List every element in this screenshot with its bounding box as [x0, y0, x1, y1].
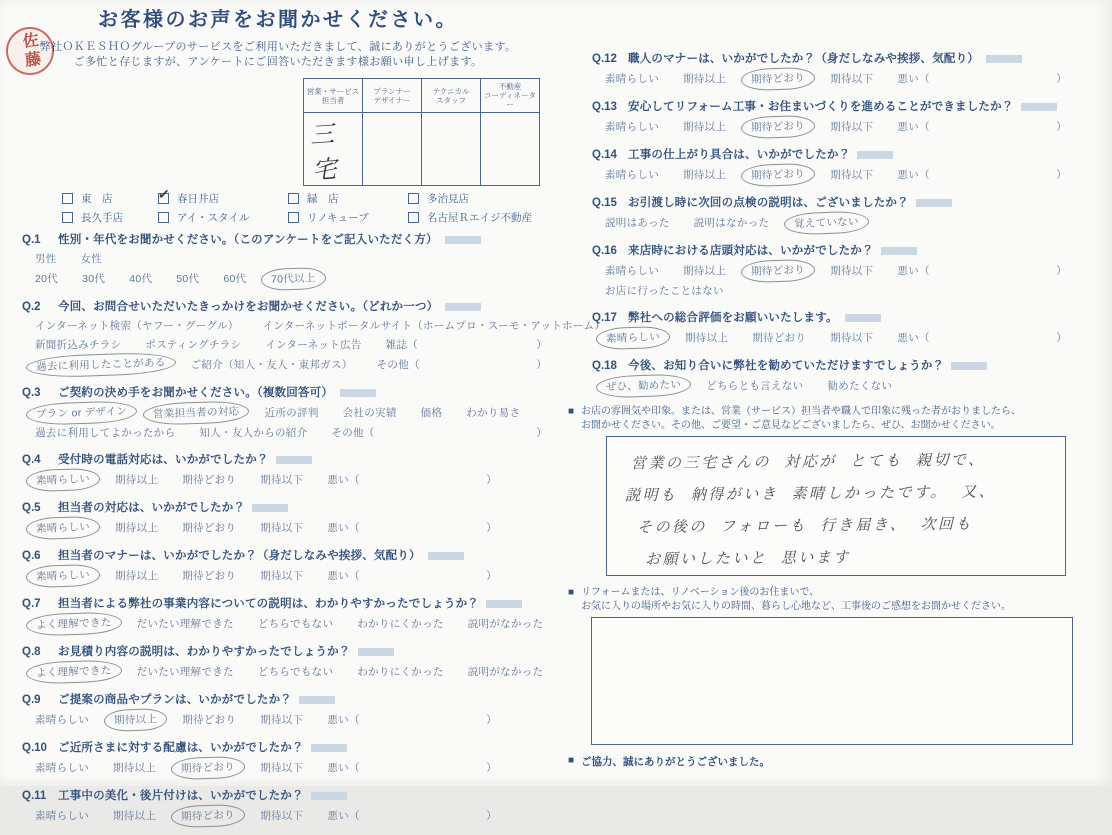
question-heading [22, 739, 556, 756]
answer-option-circled: 素晴らしい [596, 326, 671, 351]
answer-option: 悪い（ [897, 332, 930, 344]
store-checkbox-item [408, 191, 556, 206]
answer-option: 期待以下 [260, 522, 304, 534]
question-heading [592, 98, 1112, 115]
question-block [0, 547, 556, 585]
close-paren: ） [486, 474, 497, 486]
store-label: 東 店 [81, 193, 113, 205]
question-number: Q.4 [22, 454, 41, 466]
question-title: 職人のマナーは、いかがでしたか？（身だしなみや挨拶、気配り） [628, 53, 1022, 65]
store-label: 名古屋Ｒエイジ不動産 [427, 212, 532, 224]
question-number: Q.1 [22, 234, 41, 246]
store-label: リノキューブ [307, 212, 369, 224]
square-bullet-icon: ■ [568, 406, 575, 417]
checkbox-icon [288, 212, 299, 223]
staff-table-value-row [304, 113, 540, 186]
comment-prompt-2 [566, 586, 1112, 613]
question-heading [22, 691, 556, 708]
question-answer-rows [592, 214, 1112, 232]
answer-row [22, 519, 497, 537]
question-block [0, 787, 556, 825]
answer-option: 悪い（ [897, 169, 930, 181]
staff-column-header: テクニカル スタッフ [422, 79, 481, 113]
question-block [0, 595, 556, 633]
answer-option: どちらでもない [257, 618, 334, 630]
answer-option: わかり易さ [466, 407, 521, 419]
close-paren: ） [1056, 121, 1067, 133]
close-paren: ） [486, 714, 497, 726]
answer-option-circled: 期待どおり [741, 259, 816, 284]
answer-option: 期待どおり [182, 714, 237, 726]
question-title: 安心してリフォーム工事・お住まいづくりを進めることができましたか？ [628, 101, 1057, 113]
question-title: 今回、お問合せいただいたきっかけをお聞かせください。（どれか一つ） [58, 301, 481, 313]
question-number: Q.17 [592, 312, 617, 324]
footer-thanks [566, 754, 1112, 769]
checkbox-icon [62, 212, 73, 223]
question-number: Q.16 [592, 245, 617, 257]
question-answer-rows [22, 519, 556, 537]
answer-option: 期待以下 [260, 762, 304, 774]
answer-row [22, 318, 606, 334]
answer-option-circled: 期待どおり [741, 67, 816, 92]
answer-option: 雑誌（ [385, 339, 419, 351]
question-heading [22, 547, 556, 564]
question-block [566, 309, 1112, 347]
answer-option-circled: よく理解できた [26, 659, 122, 684]
question-answer-rows [22, 711, 556, 729]
close-paren: ） [1056, 265, 1067, 277]
staff-column-header: プランナー デザイナー [363, 79, 422, 113]
answer-row [22, 404, 556, 422]
answer-option-circled: 営業担当者の対応 [143, 400, 250, 426]
question-title: お引渡し時に次回の点検の説明は、ございましたか？ [628, 197, 952, 209]
question-heading [22, 595, 556, 612]
handwritten-comment-line: 説明も 納得がいき 素晴しかったです。 又、 [624, 482, 997, 505]
square-bullet-icon: ■ [568, 587, 575, 598]
answer-option: 説明がなかった [467, 618, 544, 630]
question-title: お見積り内容の説明は、わかりやすかったでしょうか？ [58, 646, 394, 658]
answer-option: わかりにくかった [357, 618, 444, 630]
checkbox-checked-icon [158, 193, 169, 204]
question-number: Q.10 [22, 742, 47, 754]
question-heading [22, 643, 556, 660]
answer-option: 価格 [420, 407, 443, 419]
answer-row [22, 356, 547, 374]
handwritten-comment-line: その後の フォローも 行き届き、 次回も [636, 514, 974, 537]
answer-option: 過去に利用してよかったから [35, 427, 176, 439]
checkbox-icon [158, 212, 169, 223]
answer-option-circled: よく理解できた [26, 611, 122, 636]
answer-option: 期待どおり [182, 522, 237, 534]
staff-column-header: 営業・サービス 担当者 [304, 79, 363, 113]
question-answer-rows [22, 567, 556, 585]
question-number: Q.5 [22, 502, 41, 514]
answer-option: どちらでもない [257, 666, 334, 678]
comment-prompt-1-text: お店の雰囲気や印象。または、営業（サービス）担当者や職人で印象に残った者がおりましたら、 お聞かせください。その他、ご要望・ご意見などございましたら、ぜひ、お聞かせください。 [581, 406, 1022, 431]
question-answer-rows [22, 807, 556, 825]
handwritten-staff-name: 三宅 [309, 119, 340, 185]
answer-option-circled: 70代以上 [261, 267, 326, 291]
answer-option: インターネットポータルサイト（ホームプロ・スーモ・アットホーム） [262, 320, 606, 332]
store-checkbox-item [408, 210, 556, 225]
question-title: 来店時における店頭対応は、いかがでしたか？ [628, 245, 917, 257]
question-heading [22, 451, 556, 468]
answer-option: 期待以下 [260, 714, 304, 726]
answer-option: 素晴らしい [35, 810, 89, 822]
answer-option: 会社の実績 [342, 407, 397, 419]
answer-option: インターネット広告 [265, 339, 362, 351]
comment-box-impression [606, 436, 1066, 576]
answer-option-circled: 期待どおり [741, 115, 816, 140]
answer-row [592, 283, 1112, 299]
staff-value-cell [304, 113, 363, 186]
question-title: 担当者による弊社の事業内容についての説明は、わかりやすかったでしょうか？ [58, 598, 522, 610]
answer-option: 期待以上 [115, 522, 159, 534]
square-bullet-icon: ■ [568, 755, 575, 766]
question-title: ご近所さまに対する配慮は、いかがでしたか？ [58, 742, 347, 754]
answer-option: 説明がなかった [467, 666, 544, 678]
question-heading [592, 194, 1112, 211]
close-paren: ） [486, 762, 497, 774]
question-answer-rows [22, 471, 556, 489]
question-block [0, 691, 556, 729]
question-block [566, 194, 1112, 232]
answer-option: 期待どおり [182, 570, 237, 582]
answer-row [22, 251, 556, 267]
question-block [0, 451, 556, 489]
question-number: Q.14 [592, 149, 617, 161]
answer-option: 悪い（ [327, 522, 360, 534]
questions-right [566, 50, 1112, 395]
question-number: Q.13 [592, 101, 617, 113]
question-heading [22, 298, 556, 315]
answer-option: 期待以下 [830, 265, 874, 277]
answer-option: 期待以下 [260, 810, 304, 822]
checkbox-icon [408, 193, 419, 204]
store-label: 多治見店 [427, 193, 469, 205]
answer-option: 女性 [80, 253, 103, 265]
answer-option: 素晴らしい [605, 169, 659, 181]
staff-value-cell [363, 113, 422, 186]
answer-option-circled: 期待以上 [104, 708, 168, 732]
answer-option-circled: 素晴らしい [26, 516, 101, 541]
question-title: 弊社への総合評価をお願いいたします。 [628, 312, 881, 324]
question-number: Q.7 [22, 598, 41, 610]
answer-option: 説明はなかった [693, 217, 770, 229]
answer-option: 説明はあった [605, 217, 670, 229]
answer-option: 新聞折込みチラシ [35, 339, 122, 351]
store-checkbox-item [288, 191, 408, 206]
answer-option: 期待以下 [260, 474, 304, 486]
answer-option: 素晴らしい [35, 762, 89, 774]
question-title: 今後、お知り合いに弊社を勧めていただけますでしょうか？ [628, 360, 987, 372]
store-checkbox-item [158, 191, 288, 206]
question-answer-rows [22, 251, 556, 288]
answer-option-circled: 覚えていない [784, 211, 870, 236]
answer-row [592, 70, 1067, 88]
checkbox-icon [408, 212, 419, 223]
answer-row [22, 711, 497, 729]
answer-option-circled: プラン or デザイン [26, 400, 138, 426]
question-answer-rows [22, 759, 556, 777]
answer-option: 60代 [223, 273, 247, 285]
store-checkboxes [62, 191, 556, 225]
question-number: Q.9 [22, 694, 41, 706]
question-heading [22, 787, 556, 804]
question-number: Q.18 [592, 360, 617, 372]
close-paren: ） [486, 810, 497, 822]
answer-option: どちらとも言えない [706, 380, 804, 392]
close-paren: ） [486, 570, 497, 582]
answer-option-circled: 素晴らしい [26, 564, 101, 589]
question-number: Q.3 [22, 387, 41, 399]
answer-row [22, 425, 547, 441]
answer-option-circled: 期待どおり [741, 163, 816, 188]
question-heading [592, 357, 1112, 374]
answer-row [22, 471, 497, 489]
answer-option-circled: 素晴らしい [26, 468, 101, 493]
close-paren: ） [536, 359, 547, 371]
answer-row [22, 270, 556, 288]
question-number: Q.6 [22, 550, 41, 562]
answer-option: その他（ [376, 359, 420, 371]
close-paren: ） [536, 339, 547, 351]
answer-row [592, 118, 1067, 136]
question-title: ご提案の商品やプランは、いかがでしたか？ [58, 694, 335, 706]
question-answer-rows [592, 329, 1112, 347]
answer-option: 40代 [129, 273, 153, 285]
comment-prompt-2-text: リフォームまたは、リノベーション後のお住まいで、 お気に入りの場所やお気に入りの時間、暮らし心地など、工事後のご感想をお聞かせください。 [581, 587, 1012, 612]
comment-section-shop-impression [566, 405, 1112, 576]
answer-option: 素晴らしい [35, 714, 89, 726]
answer-option: お店に行ったことはない [605, 285, 724, 297]
answer-option: 素晴らしい [605, 121, 659, 133]
answer-option: 知人・友人からの紹介 [199, 427, 308, 439]
right-column [566, 0, 1112, 769]
answer-option: 悪い（ [327, 570, 360, 582]
answer-option: だいたい理解できた [136, 618, 234, 630]
answer-option: 期待以下 [260, 570, 304, 582]
question-block [0, 231, 556, 288]
question-block [0, 384, 556, 441]
question-title: 工事中の美化・後片付けは、いかがでしたか？ [58, 790, 347, 802]
handwritten-comment-line: お願いしたいと 思います [644, 547, 851, 569]
question-title: 担当者の対応は、いかがでしたか？ [58, 502, 288, 514]
answer-row [592, 166, 1067, 184]
question-answer-rows [22, 404, 556, 441]
close-paren: ） [1056, 169, 1067, 181]
answer-option: 期待以下 [830, 169, 874, 181]
answer-row [22, 615, 556, 633]
question-block [0, 739, 556, 777]
answer-option: 期待以下 [830, 332, 874, 344]
question-heading [592, 309, 1112, 326]
question-title: 担当者のマナーは、いかがでしたか？（身だしなみや挨拶、気配り） [58, 550, 464, 562]
question-heading [22, 499, 556, 516]
answer-option: 悪い（ [327, 762, 360, 774]
answer-option: その他（ [331, 427, 375, 439]
answer-option: 近所の評判 [264, 407, 319, 419]
comment-section-after-works [566, 586, 1112, 745]
answer-option: 悪い（ [897, 121, 930, 133]
question-block [566, 50, 1112, 88]
store-checkbox-item [288, 210, 408, 225]
question-block [566, 146, 1112, 184]
handwritten-comment-line: 営業の三宅さんの 対応が とても 親切で、 [630, 450, 986, 473]
comment-box-after-works [591, 617, 1073, 745]
page-title: お客様のお声をお聞かせください。 [98, 9, 458, 31]
answer-option: インターネット検索（ヤフー・グーグル） [35, 320, 239, 332]
question-answer-rows [592, 377, 1112, 395]
staff-value-cell [422, 113, 481, 186]
stamp-text: 佐藤 [19, 31, 41, 71]
question-heading [592, 242, 1112, 259]
question-heading [22, 384, 556, 401]
question-number: Q.8 [22, 646, 41, 658]
question-title: 性別・年代をお聞かせください。（このアンケートをご記入いただく方） [58, 234, 481, 246]
answer-row [592, 377, 1112, 395]
answer-option: 男性 [35, 253, 57, 265]
answer-row [592, 329, 1067, 347]
answer-option: 期待以上 [115, 474, 159, 486]
answer-option: 期待以下 [830, 121, 874, 133]
question-block [0, 499, 556, 537]
answer-option: 期待以上 [113, 762, 157, 774]
checkbox-icon [62, 193, 73, 204]
close-paren: ） [536, 427, 547, 439]
answer-option: わかりにくかった [357, 666, 444, 678]
comment-prompt-1 [566, 405, 1112, 432]
answer-option: 悪い（ [327, 810, 360, 822]
answer-option: 期待以上 [683, 121, 727, 133]
footer-thanks-text: ご協力、誠にありがとうございました。 [581, 756, 771, 768]
answer-option: 期待以下 [830, 73, 874, 85]
answer-option-circled: 期待どおり [171, 756, 246, 781]
answer-option: 期待以上 [113, 810, 157, 822]
question-number: Q.15 [592, 197, 617, 209]
question-number: Q.12 [592, 53, 617, 65]
answer-option: 期待以上 [683, 169, 727, 181]
answer-option: ご紹介（知人・友人・東邦ガス） [190, 359, 353, 371]
question-heading [592, 146, 1112, 163]
answer-option: 期待どおり [752, 332, 807, 344]
close-paren: ） [486, 522, 497, 534]
question-answer-rows [592, 70, 1112, 88]
close-paren: ） [1056, 332, 1067, 344]
answer-option-circled: 期待どおり [171, 804, 246, 829]
question-block [566, 98, 1112, 136]
answer-row [22, 807, 497, 825]
intro-line-2: ご多忙と存じますが、アンケートにご回答いただきます様お願い申し上げます。 [73, 56, 483, 68]
store-checkbox-item [62, 191, 158, 206]
intro-text [0, 40, 556, 70]
question-answer-rows [592, 262, 1112, 299]
question-block [566, 357, 1112, 395]
answer-row [22, 759, 497, 777]
checkbox-icon [288, 193, 299, 204]
store-checkbox-item [62, 210, 158, 225]
question-block [0, 643, 556, 681]
question-answer-rows [22, 663, 556, 681]
question-title: 受付時の電話対応は、いかがでしたか？ [58, 454, 312, 466]
answer-option: 期待以上 [115, 570, 159, 582]
answer-option: 悪い（ [327, 714, 360, 726]
answer-row [22, 337, 547, 353]
staff-value-cell [481, 113, 540, 186]
answer-option: 悪い（ [897, 73, 930, 85]
answer-option: 期待以上 [685, 332, 729, 344]
answer-option-circled: 過去に利用したことがある [26, 351, 176, 378]
answer-option: 素晴らしい [605, 265, 659, 277]
question-answer-rows [22, 615, 556, 633]
store-label: 長久手店 [81, 212, 123, 224]
answer-row [592, 214, 1112, 232]
answer-row [592, 262, 1067, 280]
question-number: Q.11 [22, 790, 47, 802]
staff-table [303, 78, 540, 186]
question-heading [22, 231, 556, 248]
question-answer-rows [592, 166, 1112, 184]
question-block [566, 242, 1112, 299]
staff-table-header-row [304, 79, 540, 113]
store-checkbox-item [158, 210, 288, 225]
answer-option: 30代 [82, 273, 106, 285]
question-number: Q.2 [22, 301, 41, 313]
answer-option: 期待以上 [683, 265, 727, 277]
answer-option: 勧めたくない [827, 380, 893, 392]
store-label: アイ・スタイル [177, 212, 250, 224]
answer-option: 期待どおり [182, 474, 237, 486]
answer-option: 悪い（ [327, 474, 360, 486]
answer-row [22, 663, 556, 681]
answer-option: 悪い（ [897, 265, 930, 277]
answer-option-circled: ぜひ、勧めたい [596, 373, 692, 398]
staff-column-header: 不動産 コーディネーター [481, 79, 540, 113]
answer-option: 50代 [176, 273, 200, 285]
answer-option: 期待以上 [683, 73, 727, 85]
question-heading [592, 50, 1112, 67]
store-label: 春日井店 [177, 193, 219, 205]
answer-option: 素晴らしい [605, 73, 659, 85]
question-title: ご契約の決め手をお聞かせください。（複数回答可） [58, 387, 376, 399]
intro-line-1: 弊社ＯＫＥＳＨＯグループのサービスをご利用いただきまして、誠にありがとうございます。 [39, 41, 517, 53]
store-label: 緑 店 [307, 193, 339, 205]
question-title: 工事の仕上がり具合は、いかがでしたか？ [628, 149, 893, 161]
close-paren: ） [1056, 73, 1067, 85]
answer-option: ポスティングチラシ [145, 339, 242, 351]
answer-option: だいたい理解できた [136, 666, 234, 678]
answer-row [22, 567, 497, 585]
answer-option: 20代 [35, 273, 59, 285]
question-answer-rows [592, 118, 1112, 136]
